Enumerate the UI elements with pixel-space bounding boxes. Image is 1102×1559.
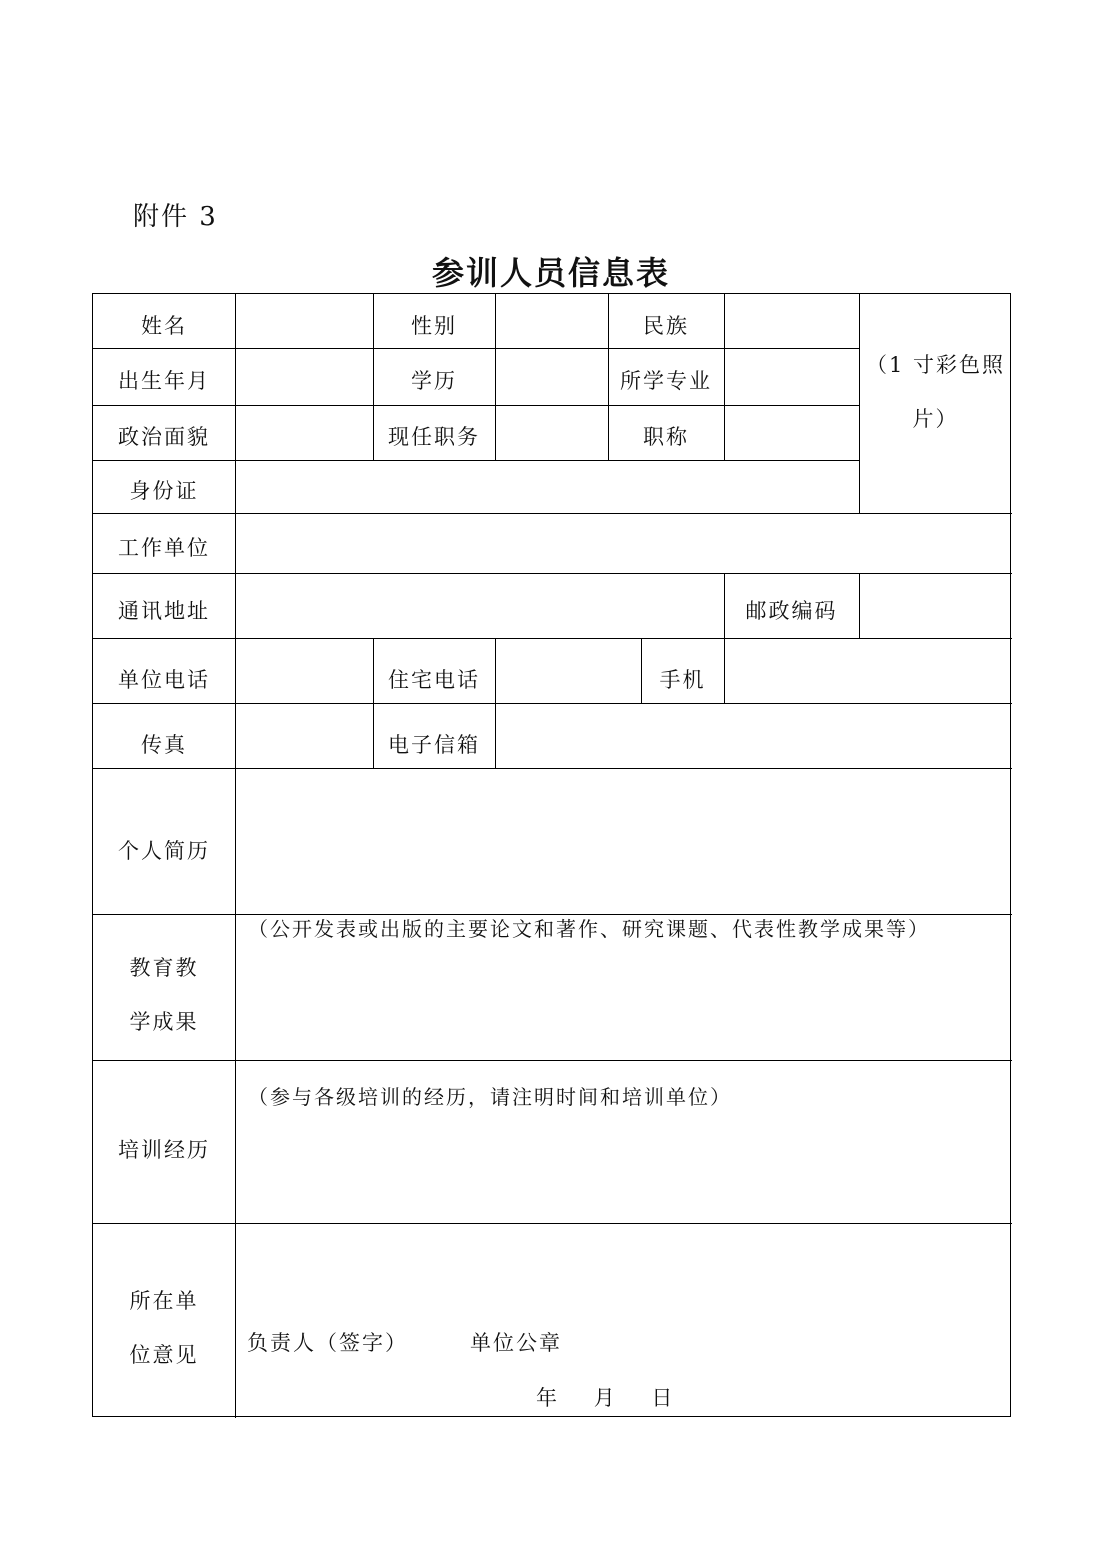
label-political: 政治面貌 xyxy=(118,425,210,449)
label-ethnicity: 民族 xyxy=(643,314,689,338)
label-unit-opinion-line2: 位意见 xyxy=(129,1343,199,1367)
label-education: 学历 xyxy=(411,369,457,393)
photo-note-line1: （1 寸彩色照 xyxy=(865,353,1006,377)
label-unit-phone: 单位电话 xyxy=(118,667,210,692)
label-achievements-line1: 教育教 xyxy=(129,956,199,980)
label-unit-opinion xyxy=(93,1274,235,1382)
training-note: （参与各级培训的经历，请注明时间和培训单位） xyxy=(248,1085,732,1109)
form-title: 参训人员信息表 xyxy=(431,254,670,292)
photo-note-line2: 片） xyxy=(912,407,959,431)
signature-person: 负责人（签字） xyxy=(247,1331,408,1355)
label-birth: 出生年月 xyxy=(118,369,210,393)
info-form-table xyxy=(92,293,1011,1417)
label-major: 所学专业 xyxy=(620,369,712,393)
label-address: 通讯地址 xyxy=(118,598,210,623)
label-achievements-line2: 学成果 xyxy=(129,1010,199,1034)
attachment-label: 附件 3 xyxy=(133,202,218,232)
signature-date: 年 月 日 xyxy=(536,1386,675,1410)
label-fax: 传真 xyxy=(141,732,187,757)
label-resume: 个人简历 xyxy=(118,839,210,863)
label-training: 培训经历 xyxy=(118,1138,210,1162)
label-gender: 性别 xyxy=(411,314,457,338)
label-position: 现任职务 xyxy=(388,425,480,449)
achievements-note: （公开发表或出版的主要论文和著作、研究课题、代表性教学成果等） xyxy=(248,917,930,941)
label-title: 职称 xyxy=(643,425,689,449)
label-email: 电子信箱 xyxy=(388,732,480,757)
photo-placeholder xyxy=(859,338,1012,446)
label-work-unit: 工作单位 xyxy=(118,536,210,560)
label-name: 姓名 xyxy=(141,314,187,338)
label-postcode: 邮政编码 xyxy=(745,598,838,623)
label-home-phone: 住宅电话 xyxy=(388,667,480,692)
label-achievements xyxy=(93,941,235,1049)
label-mobile: 手机 xyxy=(659,667,706,692)
label-id-card: 身份证 xyxy=(129,479,199,503)
unit-seal: 单位公章 xyxy=(470,1331,562,1355)
label-unit-opinion-line1: 所在单 xyxy=(129,1289,199,1313)
